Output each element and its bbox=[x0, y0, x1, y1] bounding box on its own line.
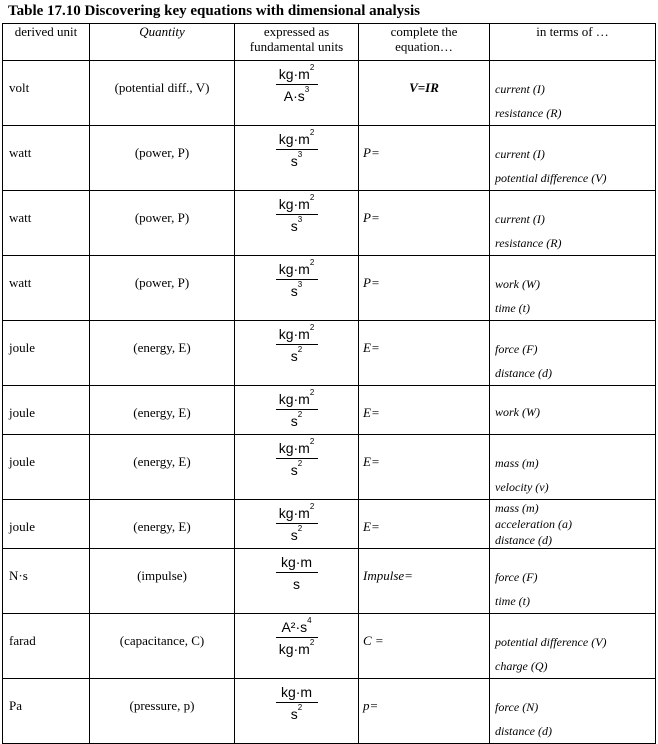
fraction-denominator: $s^2$ bbox=[290, 703, 303, 722]
table-row bbox=[3, 191, 656, 256]
fundamental-units-cell bbox=[235, 500, 359, 549]
quantity-cell: (energy, E) bbox=[90, 321, 235, 386]
fraction-numerator: $kg\cdot m^2$ bbox=[276, 196, 318, 215]
terms-cell bbox=[490, 126, 656, 191]
quantity-cell: (potential diff., V) bbox=[90, 61, 235, 126]
fraction-numerator: kg·m bbox=[276, 554, 318, 573]
table-title: Table 17.10 Discovering key equations with dimensional analysis bbox=[8, 3, 421, 19]
quantity-cell: (capacitance, C) bbox=[90, 614, 235, 679]
term-item: time (t) bbox=[495, 301, 530, 315]
equation-cell: P= bbox=[359, 256, 490, 321]
unit-fraction bbox=[235, 500, 358, 543]
header-derived-unit: derived unit bbox=[3, 24, 90, 61]
fraction-numerator: $kg\cdot m^2$ bbox=[276, 505, 318, 524]
fraction-denominator: $s^2$ bbox=[290, 345, 303, 364]
quantity-cell: (energy, E) bbox=[90, 435, 235, 500]
fraction-numerator: $kg\cdot m^2$ bbox=[276, 131, 318, 150]
terms-cell bbox=[490, 614, 656, 679]
table-row bbox=[3, 614, 656, 679]
fraction-numerator: $A^2\cdot s^4$ bbox=[276, 619, 318, 638]
denominator-exponent: 2 bbox=[297, 524, 303, 533]
derived-unit-cell: watt bbox=[3, 191, 90, 256]
numerator-exponent: 2 bbox=[309, 258, 315, 267]
derived-unit-cell: farad bbox=[3, 614, 90, 679]
terms-cell bbox=[490, 435, 656, 500]
term-item: work (W) bbox=[495, 405, 540, 419]
fundamental-units-cell bbox=[235, 321, 359, 386]
numerator-exponent: 2 bbox=[309, 63, 315, 72]
term-item: charge (Q) bbox=[495, 659, 548, 673]
fundamental-units-cell bbox=[235, 126, 359, 191]
table-row bbox=[3, 256, 656, 321]
derived-unit-cell: joule bbox=[3, 386, 90, 435]
equation-cell: P= bbox=[359, 126, 490, 191]
terms-cell bbox=[490, 321, 656, 386]
terms-cell bbox=[490, 549, 656, 614]
derived-unit-cell: joule bbox=[3, 321, 90, 386]
table-row bbox=[3, 549, 656, 614]
term-item: force (F) bbox=[495, 342, 538, 356]
fraction-denominator: $A\cdot s^3$ bbox=[283, 85, 310, 104]
derived-unit-cell: volt bbox=[3, 61, 90, 126]
header-row bbox=[3, 24, 656, 61]
table-row bbox=[3, 386, 656, 435]
table-row bbox=[3, 435, 656, 500]
fraction-denominator: $s^2$ bbox=[290, 524, 303, 543]
term-item: resistance (R) bbox=[495, 106, 562, 120]
fraction-numerator: $kg\cdot m^2$ bbox=[276, 440, 318, 459]
fraction-numerator: $kg\cdot m^2$ bbox=[276, 391, 318, 410]
terms-cell bbox=[490, 61, 656, 126]
fraction-numerator: $kg\cdot m^2$ bbox=[276, 66, 318, 85]
fundamental-units-cell bbox=[235, 191, 359, 256]
term-item: mass (m) bbox=[495, 456, 539, 470]
table-row bbox=[3, 61, 656, 126]
numerator-exponent: 2 bbox=[309, 323, 315, 332]
derived-unit-cell: joule bbox=[3, 500, 90, 549]
unit-fraction bbox=[235, 191, 358, 234]
equation-cell: p= bbox=[359, 679, 490, 744]
quantity-cell: (power, P) bbox=[90, 191, 235, 256]
table-row bbox=[3, 500, 656, 549]
quantity-cell: (pressure, p) bbox=[90, 679, 235, 744]
denominator-exponent: 2 bbox=[297, 345, 303, 354]
fraction-denominator: $s^3$ bbox=[290, 215, 303, 234]
fundamental-units-cell bbox=[235, 614, 359, 679]
term-item: work (W) bbox=[495, 277, 540, 291]
fundamental-units-cell bbox=[235, 549, 359, 614]
fundamental-units-cell bbox=[235, 435, 359, 500]
quantity-cell: (energy, E) bbox=[90, 500, 235, 549]
term-item: distance (d) bbox=[495, 366, 552, 380]
fraction-numerator: $kg\cdot m^2$ bbox=[276, 326, 318, 345]
unit-fraction bbox=[235, 61, 358, 104]
equation-cell: P= bbox=[359, 191, 490, 256]
numerator-exponent: 2 bbox=[309, 193, 315, 202]
equation-cell: E= bbox=[359, 500, 490, 549]
denominator-exponent: 2 bbox=[297, 410, 303, 419]
unit-fraction bbox=[235, 256, 358, 299]
header-quantity: Quantity bbox=[90, 24, 235, 61]
numerator-exponent: 2 bbox=[309, 437, 315, 446]
fraction-denominator: $s^2$ bbox=[290, 459, 303, 478]
terms-cell bbox=[490, 679, 656, 744]
equation-cell: E= bbox=[359, 435, 490, 500]
fundamental-units-cell bbox=[235, 386, 359, 435]
denominator-exponent: 3 bbox=[297, 280, 303, 289]
numerator-exponent: 2 bbox=[309, 502, 315, 511]
header-complete-equation: complete the equation… bbox=[359, 24, 490, 61]
fundamental-units-cell bbox=[235, 256, 359, 321]
terms-cell bbox=[490, 500, 656, 549]
terms-cell bbox=[490, 386, 656, 435]
equation-cell: E= bbox=[359, 386, 490, 435]
derived-unit-cell: watt bbox=[3, 256, 90, 321]
quantity-cell: (impulse) bbox=[90, 549, 235, 614]
equation-cell: V=IR bbox=[359, 61, 490, 126]
fraction-denominator: $s^3$ bbox=[290, 150, 303, 169]
term-item: velocity (v) bbox=[495, 480, 549, 494]
fraction-denominator: $s^2$ bbox=[290, 410, 303, 429]
denominator-exponent: 2 bbox=[309, 638, 315, 647]
quantity-cell: (power, P) bbox=[90, 126, 235, 191]
quantity-cell: (energy, E) bbox=[90, 386, 235, 435]
term-item: current (I) bbox=[495, 212, 545, 226]
term-item: acceleration (a) bbox=[495, 517, 572, 531]
table-row bbox=[3, 126, 656, 191]
term-item: current (I) bbox=[495, 82, 545, 96]
fraction-denominator: $s^3$ bbox=[290, 280, 303, 299]
term-item: force (N) bbox=[495, 700, 539, 714]
fraction-numerator: kg·m bbox=[276, 684, 318, 703]
denominator-exponent: 2 bbox=[297, 459, 303, 468]
unit-fraction bbox=[235, 321, 358, 364]
denominator-exponent: 3 bbox=[297, 215, 303, 224]
term-item: distance (d) bbox=[495, 724, 552, 738]
header-fundamental-units: expressed as fundamental units bbox=[235, 24, 359, 61]
equations-table bbox=[2, 23, 656, 744]
unit-fraction bbox=[235, 126, 358, 169]
unit-fraction bbox=[235, 679, 358, 722]
table-row bbox=[3, 321, 656, 386]
terms-cell bbox=[490, 256, 656, 321]
numerator-exponent: 2 bbox=[309, 128, 315, 137]
derived-unit-cell: N·s bbox=[3, 549, 90, 614]
fraction-numerator: $kg\cdot m^2$ bbox=[276, 261, 318, 280]
derived-unit-cell: Pa bbox=[3, 679, 90, 744]
term-item: mass (m) bbox=[495, 501, 539, 515]
derived-unit-cell: watt bbox=[3, 126, 90, 191]
unit-fraction bbox=[235, 386, 358, 429]
numerator-exponent: 4 bbox=[307, 616, 312, 625]
term-item: time (t) bbox=[495, 594, 530, 608]
equation-cell: C = bbox=[359, 614, 490, 679]
term-item: current (I) bbox=[495, 147, 545, 161]
fraction-denominator: $kg\cdot m^2$ bbox=[278, 638, 315, 657]
term-item: potential difference (V) bbox=[495, 635, 607, 649]
fraction-denominator: s bbox=[293, 576, 300, 592]
unit-fraction bbox=[235, 549, 358, 592]
quantity-cell: (power, P) bbox=[90, 256, 235, 321]
numerator-exponent: 2 bbox=[309, 388, 315, 397]
fundamental-units-cell bbox=[235, 679, 359, 744]
equation-cell: Impulse= bbox=[359, 549, 490, 614]
denominator-exponent: 2 bbox=[297, 703, 303, 712]
denominator-exponent: 3 bbox=[297, 150, 303, 159]
table-row bbox=[3, 679, 656, 744]
unit-fraction bbox=[235, 435, 358, 478]
denominator-exponent: 3 bbox=[304, 85, 310, 94]
term-item: force (F) bbox=[495, 570, 538, 584]
equation-cell: E= bbox=[359, 321, 490, 386]
unit-fraction bbox=[235, 614, 358, 657]
term-item: resistance (R) bbox=[495, 236, 562, 250]
fundamental-units-cell bbox=[235, 61, 359, 126]
derived-unit-cell: joule bbox=[3, 435, 90, 500]
header-in-terms-of: in terms of … bbox=[490, 24, 656, 61]
term-item: potential difference (V) bbox=[495, 171, 607, 185]
term-item: distance (d) bbox=[495, 533, 552, 547]
terms-cell bbox=[490, 191, 656, 256]
